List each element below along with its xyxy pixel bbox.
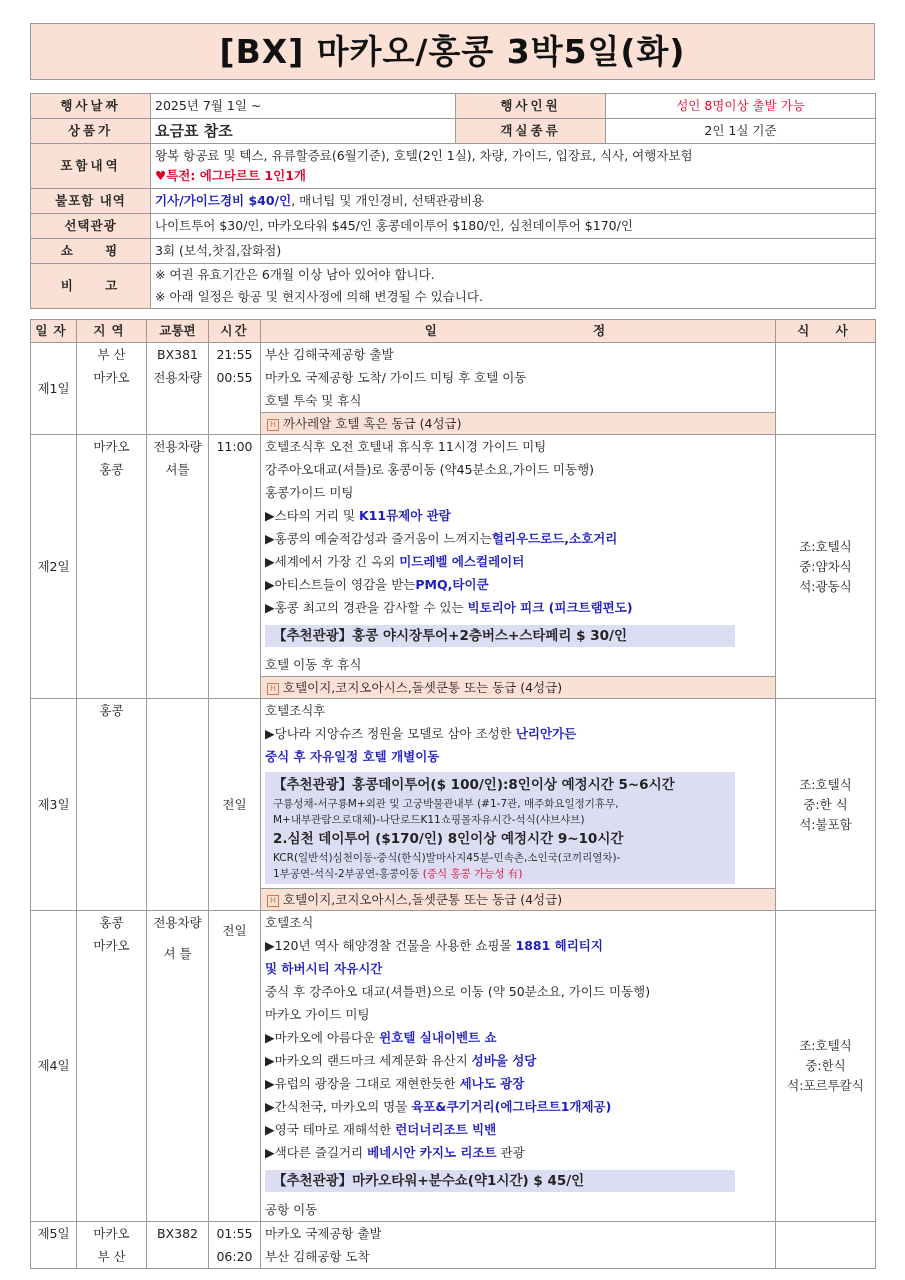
day3-line-2b: 난리안가든 bbox=[515, 726, 577, 741]
day1-time-2: 00:55 bbox=[216, 370, 253, 385]
day1-time-1: 21:55 bbox=[216, 347, 253, 362]
day2-transport-2: 셔틀 bbox=[165, 462, 190, 477]
day3-rec1-sub-2: M+내부관람으로대체)-나단로드K11쇼핑몰자유시간-석식(샤브샤브) bbox=[273, 814, 585, 826]
day5-label: 제5일 bbox=[37, 1226, 70, 1241]
day2-line-4a: ▶스타의 거리 및 bbox=[265, 508, 359, 523]
day2-time-1: 11:00 bbox=[216, 439, 253, 454]
header-transport: 교통편 bbox=[147, 320, 209, 343]
day2-hotel: 호텔이지,코지오아시스,돌셋쿤통 또는 동급 (4성급) bbox=[283, 680, 563, 695]
day2-line-5b: 헐리우드로드,소호거리 bbox=[491, 531, 618, 546]
day4-line-5: 마카오 가이드 미팅 bbox=[265, 1007, 370, 1022]
header-itinerary: 일 정 bbox=[261, 320, 776, 343]
day4-line-2b: 1881 헤리티지 bbox=[515, 938, 603, 953]
day1-label: 제1일 bbox=[31, 343, 77, 435]
optional-value: 나이트투어 $30/인, 마카오타워 $45/인 홍콩데이투어 $180/인, 심천데이투어 $170/인 bbox=[151, 214, 876, 239]
day1-region-2: 마카오 bbox=[93, 370, 130, 385]
day3-rec1-sub-1: 구룡성채-서구룡M+외관 및 고궁박물관내부 (#1-7관, 매주화요일정기휴무, bbox=[273, 798, 619, 810]
shopping-label: 쇼 핑 bbox=[31, 239, 151, 264]
day3-rec2-sub-2a: 1부공연-석식-2부공연-홍콩이동 bbox=[273, 868, 423, 880]
day4-line-1: 호텔조식 bbox=[265, 915, 314, 930]
day4-line-2a: ▶120년 역사 해양경찰 건물을 사용한 쇼핑몰 bbox=[265, 938, 516, 953]
day4-line-6a: ▶마카오에 아름다운 bbox=[265, 1030, 380, 1045]
people-value: 성인 8명이상 출발 가능 bbox=[606, 94, 876, 119]
day4-transport-2: 셔 틀 bbox=[163, 946, 192, 961]
day4-line-10a: ▶영국 테마로 재해석한 bbox=[265, 1122, 396, 1137]
day4-line-8b: 세나도 광장 bbox=[459, 1076, 525, 1091]
day4-region-2: 마카오 bbox=[93, 938, 130, 953]
day2-transport-1: 전용차량 bbox=[153, 439, 202, 454]
hotel-icon: H bbox=[267, 895, 279, 907]
day4-row bbox=[31, 911, 876, 1222]
day2-line-8b: 빅토리아 피크 (피크트램편도) bbox=[467, 600, 633, 615]
day2-meal-3: 석:광동식 bbox=[799, 578, 852, 594]
day5-line-2: 부산 김해공항 도착 bbox=[265, 1249, 370, 1264]
day5-row bbox=[31, 1222, 876, 1269]
day4-line-3: 및 하버시티 자유시간 bbox=[265, 961, 383, 976]
day4-recommend: 【추천관광】마카오타워+분수쇼(약1시간) $ 45/인 bbox=[265, 1170, 735, 1192]
day2-recommend: 【추천관광】홍콩 야시장투어+2층버스+스타페리 $ 30/인 bbox=[265, 625, 735, 647]
day2-line-1: 호텔조식후 오전 호텔내 휴식후 11시경 가이드 미팅 bbox=[265, 439, 547, 454]
day2-line-6b: 미드레벨 에스컬레이터 bbox=[399, 554, 525, 569]
day4-region-1: 홍콩 bbox=[99, 915, 124, 930]
include-label: 포함내역 bbox=[31, 144, 151, 189]
day3-hotel: 호텔이지,코지오아시스,돌셋쿤통 또는 동급 (4성급) bbox=[283, 892, 563, 907]
header-time: 시간 bbox=[209, 320, 261, 343]
day4-line-12: 공항 이동 bbox=[265, 1202, 318, 1217]
day1-transport-2: 전용차량 bbox=[153, 370, 202, 385]
day4-line-4: 중식 후 강주아오 대교(셔틀편)으로 이동 (약 50분소요, 가이드 미동행) bbox=[265, 984, 651, 999]
day3-meal-2: 중:한 식 bbox=[803, 796, 848, 812]
day2-line-8a: ▶홍콩 최고의 경관을 감사할 수 있는 bbox=[265, 600, 468, 615]
day2-line-9: 호텔 이동 후 휴식 bbox=[265, 657, 362, 672]
day2-line-4b: K11뮤제아 관람 bbox=[358, 508, 451, 523]
day3-recommend-box bbox=[265, 772, 735, 884]
day2-meal-1: 조:호텔식 bbox=[799, 538, 852, 554]
day1-row bbox=[31, 343, 876, 435]
day4-label: 제4일 bbox=[31, 911, 77, 1222]
exclude-highlight: 기사/가이드경비 $40/인 bbox=[155, 193, 292, 208]
day3-meal-1: 조:호텔식 bbox=[799, 776, 852, 792]
day3-line-3: 중식 후 자유일정 호텔 개별이동 bbox=[265, 749, 440, 764]
day2-label: 제2일 bbox=[31, 435, 77, 699]
day4-meal-1: 조:호텔식 bbox=[799, 1038, 852, 1053]
note-1: ※ 여권 유효기간은 6개월 이상 남아 있어야 합니다. bbox=[155, 267, 435, 282]
day2-line-6a: ▶세계에서 가장 긴 옥외 bbox=[265, 554, 400, 569]
hotel-icon: H bbox=[267, 419, 279, 431]
day2-region-1: 마카오 bbox=[93, 439, 130, 454]
day5-line-1: 마카오 국제공항 출발 bbox=[265, 1226, 382, 1241]
day4-line-8a: ▶유럽의 광장을 그대로 재현한듯한 bbox=[265, 1076, 460, 1091]
day4-line-7b: 성바울 성당 bbox=[471, 1053, 537, 1068]
schedule-table bbox=[30, 319, 876, 1269]
day4-meal-2: 중:한식 bbox=[805, 1058, 846, 1073]
day5-region-2: 부 산 bbox=[97, 1249, 126, 1264]
day1-line-2: 마카오 국제공항 도착/ 가이드 미팅 후 호텔 이동 bbox=[265, 370, 527, 385]
day3-time-1: 전일 bbox=[222, 796, 247, 812]
day4-line-11c: 관광 bbox=[496, 1145, 525, 1160]
day4-meal-3: 석:포르투칼식 bbox=[787, 1078, 864, 1093]
info-table bbox=[30, 93, 876, 309]
optional-label: 선택관광 bbox=[31, 214, 151, 239]
day5-time-1: 01:55 bbox=[216, 1226, 253, 1241]
date-value: 2025년 7월 1일 ~ bbox=[151, 94, 456, 119]
day5-transport-1: BX382 bbox=[157, 1226, 198, 1241]
day3-rec2-heading: 2.심천 데이투어 ($170/인) 8인이상 예정시간 9~10시간 bbox=[273, 831, 624, 847]
day3-rec2-sub-1: KCR(일반석)심천이동-중식(한식)발마사지45분-민속촌,소인국(코끼리열차)- bbox=[273, 852, 621, 864]
note-label: 비 고 bbox=[31, 264, 151, 309]
day4-line-11b: 베네시안 카지노 리조트 bbox=[367, 1145, 497, 1160]
day4-line-7a: ▶마카오의 랜드마크 세계문화 유산지 bbox=[265, 1053, 472, 1068]
day4-line-9b: 육포&쿠기거리(에그타르트1개제공) bbox=[411, 1099, 612, 1114]
day2-row bbox=[31, 435, 876, 699]
day5-region-1: 마카오 bbox=[93, 1226, 130, 1241]
day1-line-1: 부산 김해국제공항 출발 bbox=[265, 347, 394, 362]
day3-label: 제3일 bbox=[31, 699, 77, 911]
day3-meal-3: 석:불포함 bbox=[799, 816, 852, 832]
day4-line-9a: ▶간식천국, 마카오의 명물 bbox=[265, 1099, 412, 1114]
page-title: [BX] 마카오/홍콩 3박5일(화) bbox=[30, 23, 875, 80]
price-label: 상품가 bbox=[31, 119, 151, 144]
header-meal: 식 사 bbox=[776, 320, 876, 343]
day2-line-5a: ▶홍콩의 예술적감성과 즐거움이 느껴지는 bbox=[265, 531, 492, 546]
shopping-value: 3회 (보석,찻집,잡화점) bbox=[151, 239, 876, 264]
exclude-rest: , 매너팁 및 개인경비, 선택관광비용 bbox=[291, 193, 485, 208]
include-special: ♥특전: 에그타르트 1인1개 bbox=[155, 168, 306, 183]
day2-line-3: 홍콩가이드 미팅 bbox=[265, 485, 354, 500]
day2-region-2: 홍콩 bbox=[99, 462, 124, 477]
header-region: 지역 bbox=[77, 320, 147, 343]
room-value: 2인 1실 기준 bbox=[606, 119, 876, 144]
day1-region-1: 부 산 bbox=[97, 347, 126, 362]
day3-rec2-sub-2b: (중식 홍콩 가능성 有) bbox=[422, 868, 523, 880]
day1-hotel: 까사레알 호텔 혹은 동급 (4성급) bbox=[283, 416, 462, 431]
exclude-label: 불포함 내역 bbox=[31, 189, 151, 214]
day1-transport-1: BX381 bbox=[157, 347, 198, 362]
people-label: 행사인원 bbox=[456, 94, 606, 119]
include-value: 왕복 항공료 및 텍스, 유류할증료(6월기준), 호텔(2인 1실), 차량, 가이드, 입장료, 식사, 여행자보험 bbox=[155, 148, 693, 163]
day1-line-3: 호텔 투숙 및 휴식 bbox=[265, 393, 362, 408]
day2-line-7b: PMQ,타이쿤 bbox=[415, 577, 489, 592]
day2-line-2: 강주아오대교(셔틀)로 홍콩이동 (약45분소요,가이드 미동행) bbox=[265, 462, 595, 477]
day4-line-11a: ▶색다른 즐길거리 bbox=[265, 1145, 368, 1160]
day3-line-1: 호텔조식후 bbox=[265, 703, 326, 718]
day4-line-10b: 런더너리조트 빅밴 bbox=[395, 1122, 497, 1137]
day2-line-7a: ▶아티스트들이 영감을 받는 bbox=[265, 577, 416, 592]
day2-meal-2: 중:얌차식 bbox=[799, 558, 852, 574]
day4-time-1: 전일 bbox=[222, 923, 247, 938]
date-label: 행사날짜 bbox=[31, 94, 151, 119]
day3-region-1: 홍콩 bbox=[99, 703, 124, 718]
room-label: 객실종류 bbox=[456, 119, 606, 144]
day3-row bbox=[31, 699, 876, 911]
day4-line-6b: 윈호텔 실내이벤트 쇼 bbox=[379, 1030, 497, 1045]
price-value: 요금표 참조 bbox=[151, 119, 456, 144]
header-day: 일자 bbox=[31, 320, 77, 343]
day3-rec1-heading: 【추천관광】홍콩데이투어($ 100/인):8인이상 예정시간 5~6시간 bbox=[273, 777, 675, 793]
hotel-icon: H bbox=[267, 683, 279, 695]
day3-line-2a: ▶당나라 지앙슈즈 정원을 모델로 삼아 조성한 bbox=[265, 726, 516, 741]
day4-transport-1: 전용차량 bbox=[153, 915, 202, 930]
note-2: ※ 아래 일정은 항공 및 현지사정에 의해 변경될 수 있습니다. bbox=[155, 289, 483, 304]
day5-time-2: 06:20 bbox=[216, 1249, 253, 1264]
